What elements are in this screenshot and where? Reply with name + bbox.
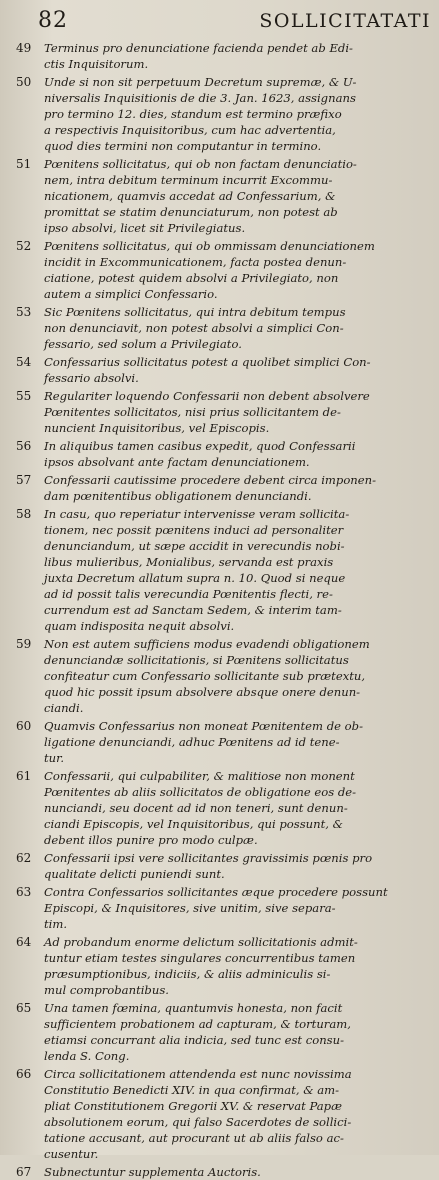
- entry-number: 59: [16, 637, 32, 651]
- entry-item: [16, 718, 431, 766]
- entry-number: 62: [16, 851, 32, 865]
- entry-item: [16, 74, 431, 154]
- entry-item: [16, 884, 431, 932]
- page-number: 82: [38, 8, 68, 33]
- entry-text: Pœnitens sollicitatus, qui ob ommissam denunciationem incidit in Excommunicationem, facta postea denun- ciatione, potest quidem absolvi a Privilegiato, non autem a simplici Confessario.: [44, 239, 375, 301]
- entry-text: Unde si non sit perpetuum Decretum supremæ, & U- niversalis Inquisitionis de die 3. Jan. 1623, assignans pro termino 12. dies, standum est termino præfixo a respectivis Inquisitoribus, cum hac advertentia, quod dies termini non computantur in termino.: [44, 75, 357, 153]
- entry-text: Confessarii, qui culpabiliter, & malitiose non monent Pœnitentes ab aliis sollicitatos de obligatione eos de- nunciandi, seu docent ad id non teneri, sunt denun- ciandi Episcopis, vel Inquisitoribus, qui possunt, & debent illos punire pro modo culpæ.: [44, 769, 357, 847]
- entry-item: [16, 438, 431, 470]
- entry-text: Circa sollicitationem attendenda est nunc novissima Constitutio Benedicti XIV. in qua confirmat, & am- pliat Constitutionem Gregorii XV. & reservat Papæ absolutionem eorum, qui falso Sacerdotes de sollici- tatione accusant, aut procurant ut ab aliis falso ac- cusentur.: [44, 1067, 352, 1161]
- entry-text: In casu, quo reperiatur intervenisse veram sollicita- tionem, nec possit pœnitens induci ad personaliter denunciandum, ut sæpe accidit in verecundis nobi- libus mulieribus, Monialibus, servanda est praxis juxta Decretum allatum supra n. 10. Quod si neque ad id possit talis verecundia Pœnitentis flecti, re- currendum est ad Sanctam Sedem, & interim tam- quam indisposita nequit absolvi.: [44, 507, 350, 633]
- entry-item: [16, 472, 431, 504]
- entry-number: 63: [16, 885, 32, 899]
- entry-number: 66: [16, 1067, 32, 1081]
- entry-number: 50: [16, 75, 32, 89]
- entry-item: [16, 304, 431, 352]
- entry-number: 61: [16, 769, 32, 783]
- entry-item: [16, 40, 431, 72]
- numbered-entry-list: [16, 40, 431, 1180]
- entry-number: 55: [16, 389, 32, 403]
- entry-number: 58: [16, 507, 32, 521]
- entry-number: 54: [16, 355, 32, 369]
- entry-item: [16, 1164, 431, 1180]
- entry-item: [16, 636, 431, 716]
- entry-text: Non est autem sufficiens modus evadendi obligationem denunciandæ sollicitationis, si Pœnitens sollicitatus confiteatur cum Confessario sollicitante sub prætextu, quod hic possit ipsum absolvere absque onere denun- ciandi.: [44, 637, 370, 715]
- entry-text: Regulariter loquendo Confessarii non debent absolvere Pœnitentes sollicitatos, nisi prius sollicitantem de- nuncient Inquisitoribus, vel Episcopis.: [44, 389, 370, 435]
- entry-text: Confessarius sollicitatus potest a quolibet simplici Con- fessario absolvi.: [44, 355, 371, 385]
- entry-number: 49: [16, 41, 32, 55]
- entry-text: Quamvis Confessarius non moneat Pœnitentem de ob- ligatione denunciandi, adhuc Pœnitens ad id tene- tur.: [44, 719, 364, 765]
- entry-item: [16, 156, 431, 236]
- entry-text: Contra Confessarios sollicitantes æque procedere possunt Episcopi, & Inquisitores, sive unitim, sive separa- tim.: [44, 885, 388, 931]
- entry-text: Una tamen fœmina, quantumvis honesta, non facit sufficientem probationem ad capturam, & torturam, etiamsi concurrant alia indicia, sed tunc est consu- lenda S. Cong.: [44, 1001, 351, 1063]
- entry-number: 67: [16, 1165, 32, 1179]
- entry-text: Subnectuntur supplementa Auctoris.: [44, 1165, 261, 1179]
- entry-number: 52: [16, 239, 32, 253]
- entry-number: 57: [16, 473, 32, 487]
- entry-number: 65: [16, 1001, 32, 1015]
- entry-item: [16, 934, 431, 998]
- entry-text: Terminus pro denunciatione facienda pendet ab Edi- ctis Inquisitorum.: [44, 41, 353, 71]
- entry-number: 51: [16, 157, 32, 171]
- entry-text: In aliquibus tamen casibus expedit, quod Confessarii ipsos absolvant ante factam denunciationem.: [44, 439, 356, 469]
- entry-item: [16, 506, 431, 634]
- entry-item: [16, 850, 431, 882]
- entry-text: Confessarii ipsi vere sollicitantes gravissimis pœnis pro qualitate delicti puniendi sunt.: [44, 851, 373, 881]
- entry-item: [16, 768, 431, 848]
- page-header: [16, 6, 431, 40]
- entry-item: [16, 1000, 431, 1064]
- entry-item: [16, 1066, 431, 1162]
- entry-text: Pœnitens sollicitatus, qui ob non factam denunciatio- nem, intra debitum terminum incurrit Excommu- nicationem, quamvis accedat ad Confessarium, & promittat se statim denunciaturum, non potest ab ipso absolvi, licet sit Privilegiatus.: [44, 157, 357, 235]
- entry-number: 53: [16, 305, 32, 319]
- entry-text: Ad probandum enorme delictum sollicitationis admit- tuntur etiam testes singulares concurrentibus tamen præsumptionibus, indiciis, & aliis adminiculis si- mul comprobantibus.: [44, 935, 358, 997]
- running-title: SOLLICITATATI: [259, 10, 431, 32]
- entry-text: Sic Pœnitens sollicitatus, qui intra debitum tempus non denunciavit, non potest absolvi a simplici Con- fessario, sed solum a Privilegiato.: [44, 305, 346, 351]
- entry-item: [16, 388, 431, 436]
- entry-item: [16, 238, 431, 302]
- entry-text: Confessarii cautissime procedere debent circa imponen- dam pœnitentibus obligationem denunciandi.: [44, 473, 377, 503]
- entry-number: 56: [16, 439, 32, 453]
- entry-number: 64: [16, 935, 32, 949]
- entry-number: 60: [16, 719, 32, 733]
- entry-item: [16, 354, 431, 386]
